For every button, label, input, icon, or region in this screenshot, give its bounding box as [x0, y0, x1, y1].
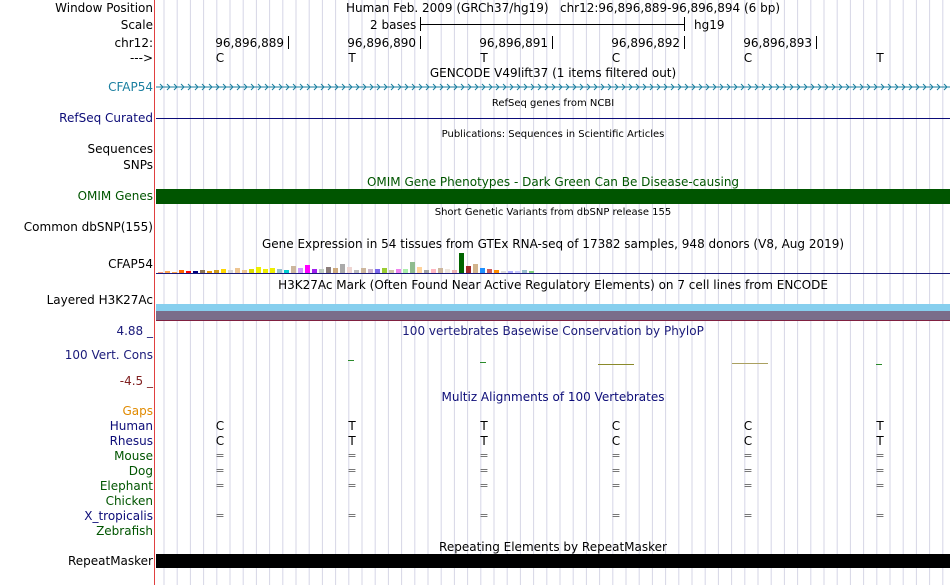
- alignment-base: C: [743, 419, 753, 433]
- gtex-title: Gene Expression in 54 tissues from GTEx RNA-seq of 17382 samples, 948 donors (V8, Aug 2019): [261, 237, 845, 251]
- alignment-base: =: [875, 479, 885, 492]
- gaps-label[interactable]: Gaps: [122, 404, 153, 418]
- phylop-score-mark: [732, 363, 768, 364]
- base-letter: T: [480, 51, 488, 65]
- species-label-human[interactable]: Human: [109, 419, 153, 433]
- alignment-base: C: [743, 434, 753, 448]
- alignment-base: =: [215, 509, 225, 522]
- strand-label: --->: [129, 51, 153, 65]
- alignment-base: =: [743, 479, 753, 492]
- refseq-gene-line[interactable]: [156, 118, 950, 119]
- species-label-zebrafish[interactable]: Zebrafish: [96, 524, 153, 538]
- h3k27ac-label[interactable]: Layered H3K27Ac: [46, 293, 153, 307]
- repeatmasker-element[interactable]: [156, 554, 950, 568]
- species-label-mouse[interactable]: Mouse: [114, 449, 153, 463]
- alignment-base: =: [479, 449, 489, 462]
- gtex-tissue-bar[interactable]: [473, 264, 478, 273]
- coordinate-tick: [288, 36, 289, 49]
- omim-gene-feature[interactable]: [156, 189, 950, 204]
- species-label-rhesus[interactable]: Rhesus: [109, 434, 153, 448]
- coordinate-tick: [552, 36, 553, 49]
- dbsnp-label[interactable]: Common dbSNP(155): [23, 220, 153, 234]
- alignment-base: =: [611, 479, 621, 492]
- alignment-base: =: [743, 449, 753, 462]
- alignment-base: T: [876, 419, 884, 433]
- base-letter: C: [743, 51, 753, 65]
- coordinate-label: 96,896,890: [347, 36, 416, 50]
- publications-title: Publications: Sequences in Scientific Articles: [441, 129, 665, 140]
- dbsnp-title: Short Genetic Variants from dbSNP release 155: [434, 207, 672, 218]
- position-range: chr12:96,896,889-96,896,894 (6 bp): [559, 1, 781, 15]
- gtex-expression-bars[interactable]: [156, 250, 950, 273]
- phylop-min-label: -4.5 _: [119, 374, 153, 388]
- label-divider: [154, 0, 155, 585]
- phylop-score-mark: [348, 360, 354, 361]
- scale-bar-right-tick: [684, 17, 685, 31]
- chrom-label: chr12:: [114, 36, 153, 50]
- coordinate-tick: [684, 36, 685, 49]
- alignment-base: =: [347, 464, 357, 477]
- gtex-tissue-bar[interactable]: [305, 265, 310, 273]
- gtex-label[interactable]: CFAP54: [108, 257, 153, 271]
- phylop-score-mark: [480, 362, 486, 363]
- alignment-base: =: [875, 464, 885, 477]
- base-letter: C: [215, 51, 225, 65]
- alignment-base: =: [743, 509, 753, 522]
- assembly-title: [346, 1, 780, 15]
- gencode-label[interactable]: CFAP54: [108, 80, 153, 94]
- refseq-title: RefSeq genes from NCBI: [491, 98, 615, 109]
- alignment-base: =: [875, 509, 885, 522]
- alignment-base: =: [479, 509, 489, 522]
- base-letter: T: [348, 51, 356, 65]
- alignment-base: T: [348, 434, 356, 448]
- phylop-score-mark: [876, 364, 882, 365]
- phylop-max-label: 4.88 _: [116, 324, 153, 338]
- scale-value: 2 bases: [370, 18, 417, 32]
- species-label-x_tropicalis[interactable]: X_tropicalis: [84, 509, 153, 523]
- species-label-elephant[interactable]: Elephant: [99, 479, 153, 493]
- alignment-base: C: [215, 419, 225, 433]
- coordinate-label: 96,896,893: [743, 36, 812, 50]
- window-position-label: Window Position: [55, 1, 153, 15]
- coordinate-label: 96,896,892: [611, 36, 680, 50]
- alignment-base: C: [611, 434, 621, 448]
- coordinate-tick: [816, 36, 817, 49]
- gtex-baseline: [156, 273, 950, 274]
- alignment-base: T: [876, 434, 884, 448]
- alignment-base: =: [611, 449, 621, 462]
- scale-bar: [420, 24, 684, 25]
- base-letter: C: [611, 51, 621, 65]
- h3k27ac-signal-bottom[interactable]: [156, 311, 950, 320]
- scale-label: Scale: [120, 18, 153, 32]
- alignment-base: =: [479, 479, 489, 492]
- gencode-gene-feature[interactable]: [156, 81, 950, 93]
- omim-label[interactable]: OMIM Genes: [77, 189, 153, 203]
- alignment-base: C: [215, 434, 225, 448]
- alignment-base: C: [611, 419, 621, 433]
- alignment-base: =: [611, 464, 621, 477]
- phylop-title: 100 vertebrates Basewise Conservation by PhyloP: [402, 324, 704, 338]
- alignment-base: =: [743, 464, 753, 477]
- alignment-base: =: [479, 464, 489, 477]
- alignment-base: T: [348, 419, 356, 433]
- gtex-tissue-bar[interactable]: [291, 266, 296, 273]
- refseq-label[interactable]: RefSeq Curated: [59, 111, 153, 125]
- alignment-base: =: [347, 479, 357, 492]
- alignment-base: =: [347, 509, 357, 522]
- phylop-score-mark: [598, 364, 634, 365]
- gtex-tissue-bar[interactable]: [459, 253, 464, 273]
- phylop-label[interactable]: 100 Vert. Cons: [64, 348, 153, 362]
- publications-sequences-label[interactable]: Sequences: [87, 142, 153, 156]
- coordinate-label: 96,896,891: [479, 36, 548, 50]
- alignment-base: =: [875, 449, 885, 462]
- species-label-dog[interactable]: Dog: [128, 464, 153, 478]
- scale-bar-left-tick: [420, 17, 421, 31]
- alignment-base: =: [215, 479, 225, 492]
- repeatmasker-label[interactable]: RepeatMasker: [67, 554, 153, 568]
- multiz-title: Multiz Alignments of 100 Vertebrates: [441, 390, 665, 404]
- gtex-tissue-bar[interactable]: [410, 262, 415, 273]
- assembly-name: Human Feb. 2009 (GRCh37/hg19): [346, 1, 549, 15]
- h3k27ac-baseline: [156, 320, 950, 321]
- base-letter: T: [876, 51, 884, 65]
- h3k27ac-signal-top[interactable]: [156, 304, 950, 311]
- alignment-base: =: [215, 464, 225, 477]
- alignment-base: =: [347, 449, 357, 462]
- coordinate-label: 96,896,889: [215, 36, 284, 50]
- gencode-title: GENCODE V49lift37 (1 items filtered out): [429, 66, 677, 80]
- gtex-tissue-bar[interactable]: [466, 266, 471, 273]
- repeatmasker-title: Repeating Elements by RepeatMasker: [439, 540, 667, 554]
- coordinate-tick: [420, 36, 421, 49]
- publications-snps-label[interactable]: SNPs: [123, 158, 153, 172]
- species-label-chicken[interactable]: Chicken: [105, 494, 153, 508]
- alignment-base: =: [215, 449, 225, 462]
- alignment-base: T: [480, 434, 488, 448]
- h3k27ac-title: H3K27Ac Mark (Often Found Near Active Regulatory Elements) on 7 cell lines from ENCODE: [278, 278, 828, 292]
- scale-db: hg19: [694, 18, 725, 32]
- gtex-tissue-bar[interactable]: [340, 264, 345, 273]
- omim-title: OMIM Gene Phenotypes - Dark Green Can Be Disease-causing: [366, 175, 740, 189]
- alignment-base: T: [480, 419, 488, 433]
- alignment-base: =: [611, 509, 621, 522]
